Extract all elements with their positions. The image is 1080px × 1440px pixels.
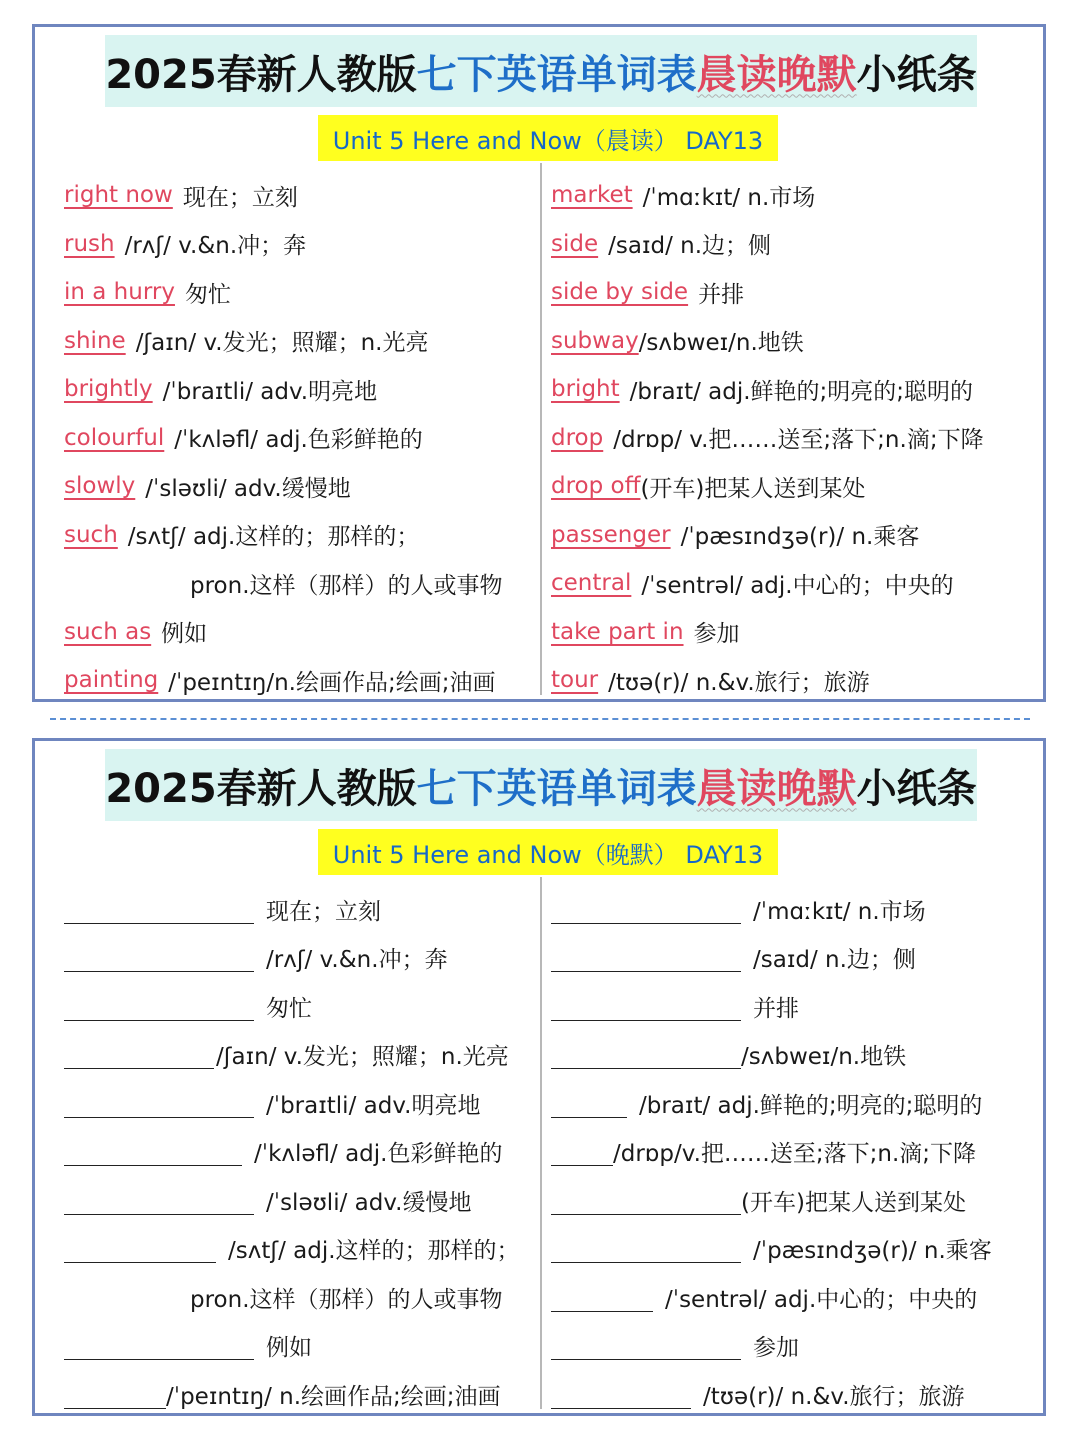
vocab-row (551, 414, 1041, 463)
vocab-word: brightly (64, 376, 153, 403)
dictation-row (551, 1128, 1041, 1177)
answer-blank[interactable] (64, 1089, 254, 1118)
vocab-definition: /ˈpeɪntɪŋ/ n.绘画作品;绘画;油画 (166, 1383, 501, 1410)
vocab-word: slowly (64, 473, 136, 500)
vocab-definition: 匆忙 (266, 995, 312, 1022)
vocab-row (64, 365, 534, 414)
vocab-definition: /rʌʃ/ v.&n.冲；奔 (124, 233, 307, 260)
vocab-row (64, 220, 534, 269)
vocab-definition: /ˈmɑːkɪt/ n.市场 (753, 898, 926, 925)
title-suffix: 小纸条 (856, 51, 977, 98)
vocab-definition: /saɪd/ n.边；侧 (608, 233, 772, 260)
dictation-row (551, 1273, 1041, 1322)
vocab-word: in a hurry (64, 279, 175, 306)
vocab-word: take part in (551, 618, 684, 645)
left-blank-column (64, 885, 534, 1419)
vocab-definition: pron.这样（那样）的人或事物 (190, 1286, 503, 1313)
cut-line (50, 718, 1030, 720)
vocab-row (551, 317, 1041, 366)
vocab-definition: /braɪt/ adj.鲜艳的;明亮的;聪明的 (639, 1092, 983, 1119)
column-divider (540, 163, 542, 695)
dictation-row (551, 1031, 1041, 1080)
left-word-column (64, 171, 534, 705)
vocab-row (551, 608, 1041, 657)
dictation-row (551, 1370, 1041, 1419)
vocab-row (551, 268, 1041, 317)
answer-blank[interactable] (551, 992, 741, 1021)
vocab-word: subway (551, 327, 639, 354)
vocab-definition: /ˈsləʊli/ adv.缓慢地 (266, 1189, 472, 1216)
dictation-row (551, 982, 1041, 1031)
dictation-row (64, 1128, 534, 1177)
answer-blank[interactable] (551, 1283, 653, 1312)
vocab-row (64, 414, 534, 463)
vocab-definition: /ˈpæsɪndʒə(r)/ n.乘客 (680, 524, 920, 551)
vocab-definition: 现在；立刻 (182, 184, 298, 211)
dictation-row (64, 1370, 534, 1419)
vocab-definition: /ˈsləʊli/ adv.缓慢地 (145, 475, 351, 502)
answer-blank[interactable] (64, 1380, 166, 1409)
vocab-row-continuation (64, 559, 534, 608)
vocab-row (551, 462, 1041, 511)
card-title (105, 749, 977, 821)
vocab-definition: /ˈkʌləfl/ adj.色彩鲜艳的 (174, 427, 423, 454)
vocab-definition: /ʃaɪn/ v.发光；照耀；n.光亮 (216, 1044, 509, 1071)
vocab-definition: 现在；立刻 (266, 898, 381, 925)
vocab-row (551, 656, 1041, 705)
vocab-row (64, 171, 534, 220)
vocab-definition: /sʌtʃ/ adj.这样的；那样的； (127, 524, 420, 551)
vocab-definition: /braɪt/ adj.鲜艳的;明亮的;聪明的 (629, 378, 974, 405)
vocab-definition: /rʌʃ/ v.&n.冲；奔 (266, 947, 448, 974)
unit-subtitle: Unit 5 Here and Now（晚默） DAY13 (318, 829, 778, 875)
vocab-definition: /sʌtʃ/ adj.这样的；那样的； (228, 1238, 520, 1265)
dictation-row (551, 1322, 1041, 1371)
vocab-word: central (551, 570, 632, 597)
right-word-column (551, 171, 1041, 705)
vocab-row (64, 268, 534, 317)
vocab-definition: /ˈsentrəl/ adj.中心的；中央的 (665, 1286, 978, 1313)
vocab-row (64, 317, 534, 366)
vocab-definition: pron.这样（那样）的人或事物 (190, 572, 503, 599)
vocab-word: drop off (551, 473, 641, 500)
vocab-word: painting (64, 667, 159, 694)
answer-blank[interactable] (551, 1234, 741, 1263)
vocab-definition: /ˈbraɪtli/ adv.明亮地 (162, 378, 378, 405)
dictation-row (551, 1225, 1041, 1274)
vocab-definition: /ˈbraɪtli/ adv.明亮地 (266, 1092, 481, 1119)
answer-blank[interactable] (64, 1040, 214, 1069)
vocab-definition: /ʃaɪn/ v.发光；照耀；n.光亮 (135, 330, 429, 357)
vocab-definition: /tʊə(r)/ n.&v.旅行；旅游 (608, 669, 870, 696)
vocab-definition: 例如 (161, 621, 208, 648)
title-suffix: 小纸条 (856, 765, 977, 812)
answer-blank[interactable] (551, 1089, 627, 1118)
title-red-part: 晨读晚默 (696, 765, 857, 812)
vocab-row (64, 462, 534, 511)
answer-blank[interactable] (551, 1331, 741, 1360)
dictation-row (64, 1322, 534, 1371)
vocab-word: colourful (64, 424, 165, 451)
answer-blank[interactable] (551, 1186, 741, 1215)
vocab-word: side (551, 230, 599, 257)
vocab-word: right now (64, 182, 173, 209)
vocab-definition: /drɒp/v.把……送至;落下;n.滴;下降 (613, 1141, 977, 1168)
column-divider (540, 877, 542, 1409)
dictation-row (64, 1176, 534, 1225)
evening-dictation-card (32, 738, 1046, 1416)
vocab-row (551, 559, 1041, 608)
vocab-word: drop (551, 424, 604, 451)
vocab-definition: /drɒp/ v.把……送至;落下;n.滴;下降 (613, 427, 984, 454)
dictation-row (551, 934, 1041, 983)
answer-blank[interactable] (551, 1137, 613, 1166)
title-blue-part: 七下英语单词表 (416, 765, 697, 812)
unit-subtitle: Unit 5 Here and Now（晨读） DAY13 (318, 115, 778, 161)
vocab-row (551, 365, 1041, 414)
dictation-row (551, 885, 1041, 934)
vocab-definition: /tʊə(r)/ n.&v.旅行；旅游 (703, 1383, 965, 1410)
vocab-definition: /sʌbweɪ/n.地铁 (638, 330, 804, 357)
dictation-row (551, 1176, 1041, 1225)
vocab-row (64, 511, 534, 560)
answer-blank[interactable] (64, 1331, 254, 1360)
morning-reading-card (32, 24, 1046, 702)
vocab-row (64, 656, 534, 705)
answer-blank[interactable] (551, 943, 741, 972)
vocab-definition: /ˈpæsɪndʒə(r)/ n.乘客 (753, 1238, 992, 1265)
right-blank-column (551, 885, 1041, 1419)
vocab-definition: 并排 (753, 995, 799, 1022)
answer-blank[interactable] (64, 1234, 216, 1263)
answer-blank[interactable] (64, 895, 254, 924)
vocab-definition: 参加 (693, 621, 740, 648)
answer-blank[interactable] (551, 1380, 691, 1409)
dictation-row (64, 885, 534, 934)
vocab-word: such (64, 521, 118, 548)
vocab-word: rush (64, 230, 115, 257)
vocab-definition: /ˈpeɪntɪŋ/n.绘画作品;绘画;油画 (168, 669, 496, 696)
dictation-row (64, 1031, 534, 1080)
card-title (105, 35, 977, 107)
vocab-definition: /ˈsentrəl/ adj.中心的；中央的 (641, 572, 954, 599)
vocab-word: passenger (551, 521, 671, 548)
vocab-definition: 参加 (753, 1335, 799, 1362)
answer-blank[interactable] (64, 1186, 254, 1215)
dictation-row (64, 1079, 534, 1128)
vocab-row (64, 608, 534, 657)
vocab-definition: 并排 (698, 281, 745, 308)
vocab-word: tour (551, 667, 599, 694)
vocab-definition: 匆忙 (184, 281, 231, 308)
dictation-row (64, 934, 534, 983)
vocab-row (551, 511, 1041, 560)
vocab-definition: /ˈkʌləfl/ adj.色彩鲜艳的 (254, 1141, 503, 1168)
answer-blank[interactable] (551, 1040, 741, 1069)
vocab-row (551, 220, 1041, 269)
answer-blank[interactable] (64, 1137, 242, 1166)
vocab-word: bright (551, 376, 620, 403)
vocab-row (551, 171, 1041, 220)
title-red-part: 晨读晚默 (696, 51, 857, 98)
vocab-word: such as (64, 618, 152, 645)
vocab-word: shine (64, 327, 126, 354)
answer-blank[interactable] (64, 943, 254, 972)
answer-blank[interactable] (551, 895, 741, 924)
vocab-definition: /saɪd/ n.边；侧 (753, 947, 916, 974)
dictation-row-continuation (64, 1273, 534, 1322)
vocab-word: market (551, 182, 633, 209)
vocab-word: side by side (551, 279, 689, 306)
dictation-row (551, 1079, 1041, 1128)
title-prefix: 2025春新人教版 (105, 765, 417, 812)
title-prefix: 2025春新人教版 (105, 51, 417, 98)
dictation-row (64, 982, 534, 1031)
vocab-definition: (开车)把某人送到某处 (640, 475, 866, 502)
vocab-definition: (开车)把某人送到某处 (741, 1189, 966, 1216)
vocab-definition: 例如 (266, 1335, 312, 1362)
dictation-row (64, 1225, 534, 1274)
title-blue-part: 七下英语单词表 (416, 51, 697, 98)
vocab-definition: /sʌbweɪ/n.地铁 (741, 1044, 907, 1071)
vocab-definition: /ˈmɑːkɪt/ n.市场 (642, 184, 816, 211)
answer-blank[interactable] (64, 992, 254, 1021)
